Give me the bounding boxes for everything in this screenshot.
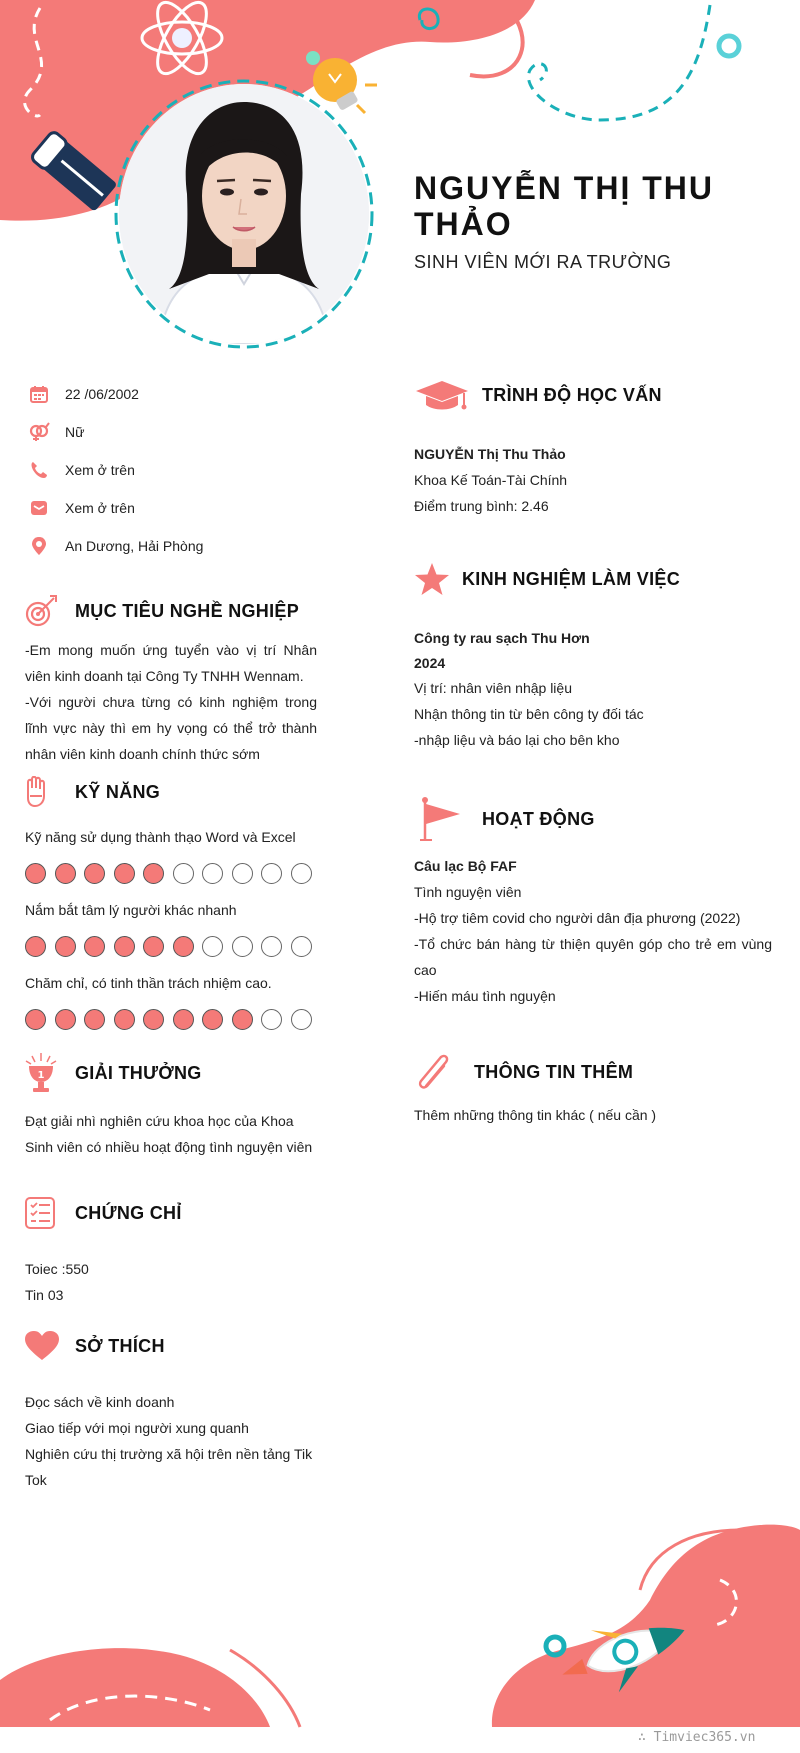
gender-icon (28, 421, 50, 443)
rating-dot-filled (173, 936, 194, 957)
profile-photo (119, 84, 369, 344)
rating-dot-empty (202, 936, 223, 957)
rating-dot-empty (261, 863, 282, 884)
education-line: Điểm trung bình: 2.46 (414, 498, 549, 514)
activity-line: -Hộ trợ tiêm covid cho người dân địa phương (2022) (414, 910, 741, 926)
activity-line: -Tổ chức bán hàng từ thiện quyên góp cho trẻ em vùng cao (414, 936, 772, 978)
rating-dot-empty (232, 863, 253, 884)
rating-dot-empty (261, 936, 282, 957)
hobby-line: Đọc sách về kinh doanh (25, 1394, 175, 1410)
contact-value: Xem ở trên (65, 462, 135, 478)
svg-text:1: 1 (37, 1070, 45, 1081)
hobby-line: Nghiên cứu thị trường xã hội trên nền tảng Tik Tok (25, 1446, 313, 1488)
rating-dot-empty (291, 936, 312, 957)
contact-value: An Dương, Hải Phòng (65, 538, 204, 554)
award-line: Sinh viên có nhiều hoạt động tình nguyện viên (25, 1139, 313, 1155)
profile-photo-frame (113, 78, 375, 350)
rating-dot-filled (25, 863, 46, 884)
skills-header (24, 776, 160, 808)
rating-dot-filled (114, 936, 135, 957)
section-title: SỞ THÍCH (75, 1335, 165, 1356)
candidate-name: NGUYỄN THỊ THU THẢO (414, 170, 714, 242)
award-line: Đạt giải nhì nghiên cứu khoa học của Khoa (25, 1113, 294, 1129)
section-title: KỸ NĂNG (75, 781, 161, 802)
rating-dot-filled (25, 1009, 46, 1030)
contact-value: Xem ở trên (65, 500, 135, 516)
extra-info-header (414, 1052, 633, 1092)
rating-dot-filled (232, 1009, 253, 1030)
rating-dot-empty (173, 863, 194, 884)
rocket-icon (551, 1600, 696, 1708)
skill-label: Nắm bắt tâm lý người khác nhanh (25, 902, 237, 918)
star-icon (414, 562, 450, 596)
contact-phone (28, 458, 135, 482)
hobby-line: Giao tiếp với mọi người xung quanh (25, 1420, 249, 1436)
hobbies-header (24, 1330, 165, 1362)
certificate-line: Toiec :550 (25, 1261, 89, 1277)
rating-dot-filled (55, 863, 76, 884)
section-title: TRÌNH ĐỘ HỌC VẤN (482, 384, 662, 405)
awards-header (24, 1052, 202, 1094)
rating-dot-filled (114, 863, 135, 884)
section-title: MỤC TIÊU NGHỀ NGHIỆP (75, 600, 300, 621)
objective-line: -Với người chưa từng có kinh nghiệm trong lĩnh vực này thì em hy vọng có thể trở thành nhân viên kinh doanh chính thức sớm (25, 694, 317, 762)
education-line: Khoa Kế Toán-Tài Chính (414, 472, 568, 488)
contact-address (28, 534, 203, 558)
rating-dot-filled (114, 1009, 135, 1030)
location-pin-icon (28, 535, 50, 557)
activity-line: -Hiến máu tình nguyện (414, 988, 556, 1004)
rating-dot-filled (84, 863, 105, 884)
section-title: HOẠT ĐỘNG (482, 808, 595, 829)
activity-line: Tình nguyện viên (414, 884, 522, 900)
rating-dot-filled (143, 863, 164, 884)
experience-company: Công ty rau sạch Thu Hơn (414, 630, 590, 646)
contact-value: 22 /06/2002 (65, 386, 139, 402)
rating-dot-empty (261, 1009, 282, 1030)
section-title: KINH NGHIỆM LÀM VIỆC (462, 568, 681, 589)
certificate-line: Tin 03 (25, 1287, 64, 1303)
hand-icon (24, 776, 48, 808)
watermark: ∴ Timviec365.vn (638, 1730, 756, 1745)
section-title: CHỨNG CHỈ (75, 1202, 182, 1223)
rating-dot-filled (84, 936, 105, 957)
certificates-header (24, 1196, 182, 1230)
trophy-icon (24, 1052, 58, 1094)
skill-label: Chăm chỉ, có tinh thần trách nhiệm cao. (25, 975, 272, 991)
rating-dot-filled (143, 1009, 164, 1030)
experience-header (414, 562, 680, 596)
experience-line: Nhận thông tin từ bên công ty đối tác (414, 706, 644, 722)
section-title: GIẢI THƯỞNG (75, 1062, 202, 1083)
phone-icon (28, 459, 50, 481)
objective-header (24, 594, 299, 628)
candidate-role: SINH VIÊN MỚI RA TRƯỜNG (414, 252, 672, 272)
rating-dot-empty (202, 863, 223, 884)
heart-icon (24, 1330, 60, 1362)
rating-dot-filled (55, 1009, 76, 1030)
checklist-icon (24, 1196, 56, 1230)
skill-rating (25, 1009, 312, 1030)
activities-header (420, 796, 595, 842)
contact-value: Nữ (65, 424, 85, 440)
rating-dot-empty (291, 863, 312, 884)
rating-dot-empty (232, 936, 253, 957)
experience-line: Vị trí: nhân viên nhập liệu (414, 680, 572, 696)
rating-dot-empty (291, 1009, 312, 1030)
graduation-cap-icon (414, 377, 470, 413)
education-header (414, 377, 662, 413)
contact-gender (28, 420, 84, 444)
target-icon (24, 594, 58, 628)
rating-dot-filled (25, 936, 46, 957)
skill-label: Kỹ năng sử dụng thành thạo Word và Excel (25, 829, 296, 845)
rating-dot-filled (84, 1009, 105, 1030)
rating-dot-filled (202, 1009, 223, 1030)
contact-birthdate (28, 382, 139, 406)
experience-year: 2024 (414, 655, 446, 671)
rating-dot-filled (55, 936, 76, 957)
rating-dot-filled (143, 936, 164, 957)
education-school: NGUYỄN Thị Thu Thảo (414, 446, 566, 462)
skill-rating (25, 936, 312, 957)
extra-info-line: Thêm những thông tin khác ( nếu cần ) (414, 1107, 657, 1123)
experience-line: -nhập liệu và báo lại cho bên kho (414, 732, 620, 748)
activity-club: Câu lạc Bộ FAF (414, 858, 517, 874)
contact-email (28, 496, 135, 520)
rating-dot-filled (173, 1009, 194, 1030)
paperclip-icon (414, 1052, 454, 1092)
objective-line: -Em mong muốn ứng tuyển vào vị trí Nhân viên kinh doanh tại Công Ty TNHH Wennam. (25, 642, 317, 684)
email-icon (28, 497, 50, 519)
section-title: THÔNG TIN THÊM (474, 1061, 634, 1082)
calendar-icon (28, 383, 50, 405)
skill-rating (25, 863, 312, 884)
flag-icon (420, 796, 464, 842)
